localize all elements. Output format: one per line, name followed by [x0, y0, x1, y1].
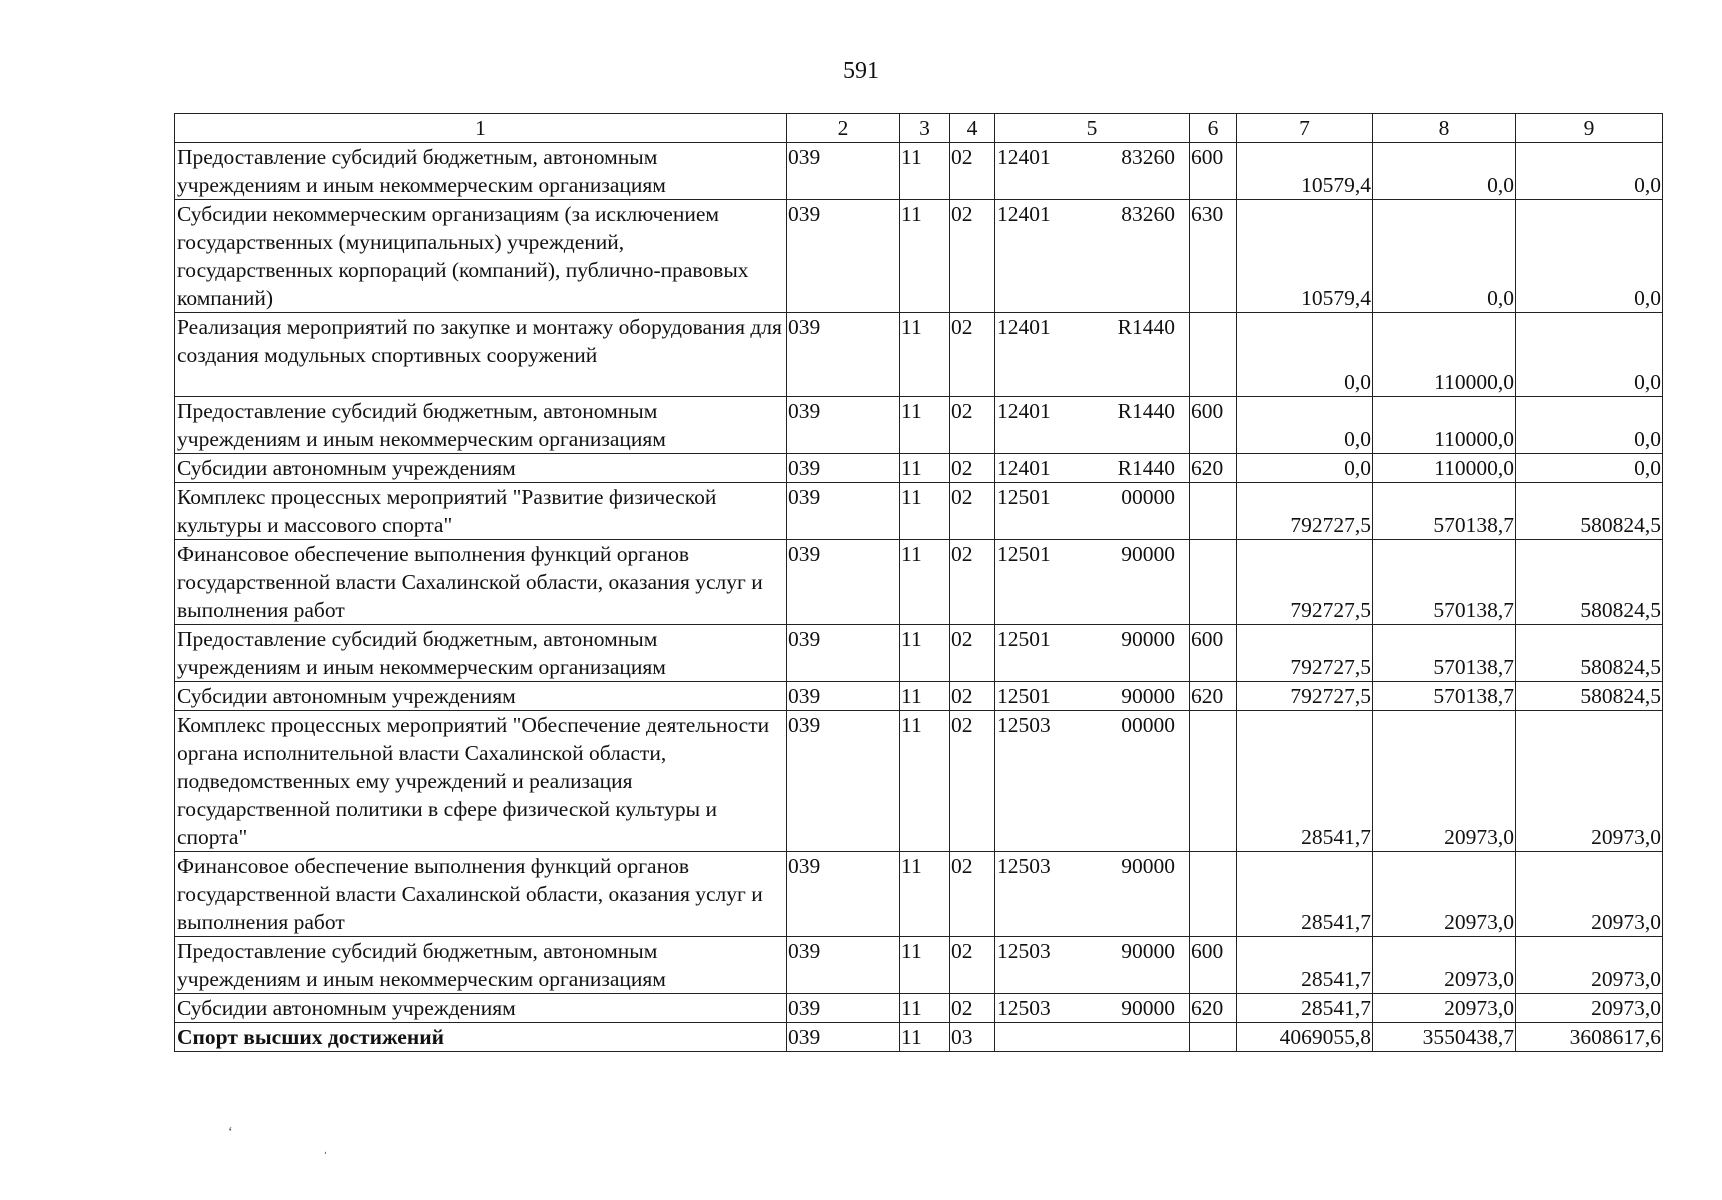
target-article-direction: 90000: [1121, 627, 1175, 651]
code-target-article: [995, 540, 1190, 625]
code-expense-type: [1190, 852, 1237, 937]
header-cell: 1: [175, 114, 787, 143]
table-row: [175, 852, 1663, 937]
amount-col8: 0,0: [1373, 200, 1516, 313]
target-article-direction: 90000: [1121, 684, 1175, 708]
code-section: 11: [900, 994, 950, 1023]
code-expense-type: [1190, 1023, 1237, 1052]
code-subsection: 02: [950, 625, 995, 682]
budget-table: [174, 113, 1663, 1052]
amount-col7: 28541,7: [1237, 937, 1373, 994]
code-ministry: 039: [787, 313, 900, 397]
code-target-article: [995, 454, 1190, 483]
code-section: 11: [900, 313, 950, 397]
amount-col9: 580824,5: [1516, 540, 1663, 625]
target-article-direction: 90000: [1121, 996, 1175, 1020]
code-subsection: 03: [950, 1023, 995, 1052]
amount-col9: 0,0: [1516, 143, 1663, 200]
amount-col7: 0,0: [1237, 454, 1373, 483]
row-description: Предоставление субсидий бюджетным, автономным учреждениям и иным некоммерческим организациям: [175, 625, 787, 682]
code-expense-type: [1190, 540, 1237, 625]
code-subsection: 02: [950, 682, 995, 711]
amount-col9: 580824,5: [1516, 483, 1663, 540]
amount-col8: 20973,0: [1373, 994, 1516, 1023]
target-article-direction: R1440: [1117, 399, 1175, 423]
code-target-article: [995, 625, 1190, 682]
amount-col7: 792727,5: [1237, 483, 1373, 540]
row-description: Субсидии автономным учреждениям: [175, 682, 787, 711]
code-subsection: 02: [950, 313, 995, 397]
code-section: 11: [900, 200, 950, 313]
code-section: 11: [900, 852, 950, 937]
code-expense-type: [1190, 711, 1237, 852]
target-article-direction: 00000: [1121, 485, 1175, 509]
code-expense-type: 620: [1190, 994, 1237, 1023]
code-subsection: 02: [950, 540, 995, 625]
amount-col9: 20973,0: [1516, 937, 1663, 994]
amount-col7: 792727,5: [1237, 540, 1373, 625]
amount-col8: 110000,0: [1373, 313, 1516, 397]
code-section: 11: [900, 540, 950, 625]
target-article-direction: 90000: [1121, 542, 1175, 566]
target-article-direction: R1440: [1117, 456, 1175, 480]
code-expense-type: 630: [1190, 200, 1237, 313]
header-cell: 4: [950, 114, 995, 143]
code-ministry: 039: [787, 143, 900, 200]
amount-col7: 0,0: [1237, 313, 1373, 397]
code-section: 11: [900, 682, 950, 711]
header-row: [175, 114, 1663, 143]
code-ministry: 039: [787, 200, 900, 313]
amount-col7: 28541,7: [1237, 994, 1373, 1023]
code-target-article: [995, 937, 1190, 994]
code-section: 11: [900, 937, 950, 994]
amount-col9: 0,0: [1516, 200, 1663, 313]
code-expense-type: [1190, 483, 1237, 540]
amount-col9: 20973,0: [1516, 994, 1663, 1023]
row-description: Предоставление субсидий бюджетным, автономным учреждениям и иным некоммерческим организациям: [175, 937, 787, 994]
code-subsection: 02: [950, 143, 995, 200]
target-article-program: 12501: [997, 485, 1051, 509]
row-description: Субсидии автономным учреждениям: [175, 994, 787, 1023]
target-article-program: 12401: [997, 399, 1051, 423]
code-subsection: 02: [950, 711, 995, 852]
amount-col8: 20973,0: [1373, 852, 1516, 937]
code-target-article: [995, 313, 1190, 397]
table-row: [175, 1023, 1663, 1052]
target-article-direction: 90000: [1121, 854, 1175, 878]
code-ministry: 039: [787, 937, 900, 994]
amount-col8: 3550438,7: [1373, 1023, 1516, 1052]
code-subsection: 02: [950, 454, 995, 483]
code-target-article: [995, 397, 1190, 454]
amount-col9: 0,0: [1516, 313, 1663, 397]
code-section: 11: [900, 1023, 950, 1052]
amount-col7: 10579,4: [1237, 143, 1373, 200]
row-description: Субсидии некоммерческим организациям (за исключением государственных (муниципальных) учреждений, государственных корпораций (компаний), публично-правовых компаний): [175, 200, 787, 313]
code-section: 11: [900, 454, 950, 483]
header-cell: 9: [1516, 114, 1663, 143]
row-description: Предоставление субсидий бюджетным, автономным учреждениям и иным некоммерческим организациям: [175, 397, 787, 454]
code-subsection: 02: [950, 852, 995, 937]
code-expense-type: 600: [1190, 625, 1237, 682]
header-cell: 7: [1237, 114, 1373, 143]
target-article-direction: 90000: [1121, 939, 1175, 963]
row-description: Реализация мероприятий по закупке и монтажу оборудования для создания модульных спортивных сооружений: [175, 313, 787, 397]
code-section: 11: [900, 483, 950, 540]
code-ministry: 039: [787, 852, 900, 937]
amount-col9: 580824,5: [1516, 682, 1663, 711]
code-target-article: [995, 483, 1190, 540]
target-article-program: 12401: [997, 315, 1051, 339]
amount-col9: 20973,0: [1516, 852, 1663, 937]
table-row: [175, 937, 1663, 994]
table-row: [175, 483, 1663, 540]
target-article-direction: R1440: [1117, 315, 1175, 339]
table-row: [175, 397, 1663, 454]
table-body: [175, 114, 1663, 1052]
target-article-program: 12401: [997, 145, 1051, 169]
code-ministry: 039: [787, 625, 900, 682]
table-row: [175, 313, 1663, 397]
target-article-program: 12503: [997, 854, 1051, 878]
amount-col8: 20973,0: [1373, 937, 1516, 994]
amount-col8: 570138,7: [1373, 483, 1516, 540]
header-cell: 5: [995, 114, 1190, 143]
amount-col9: 20973,0: [1516, 711, 1663, 852]
amount-col9: 0,0: [1516, 454, 1663, 483]
target-article-direction: 83260: [1121, 202, 1175, 226]
code-ministry: 039: [787, 483, 900, 540]
code-ministry: 039: [787, 1023, 900, 1052]
row-description: Финансовое обеспечение выполнения функций органов государственной власти Сахалинской области, оказания услуг и выполнения работ: [175, 540, 787, 625]
row-description: Субсидии автономным учреждениям: [175, 454, 787, 483]
code-section: 11: [900, 397, 950, 454]
code-target-article: [995, 682, 1190, 711]
amount-col7: 10579,4: [1237, 200, 1373, 313]
row-description: Спорт высших достижений: [175, 1023, 787, 1052]
table-row: [175, 143, 1663, 200]
table-row: [175, 682, 1663, 711]
amount-col7: 4069055,8: [1237, 1023, 1373, 1052]
target-article-program: 12503: [997, 939, 1051, 963]
code-target-article: [995, 1023, 1190, 1052]
code-expense-type: 600: [1190, 937, 1237, 994]
code-ministry: 039: [787, 454, 900, 483]
header-cell: 3: [900, 114, 950, 143]
target-article-program: 12401: [997, 456, 1051, 480]
amount-col7: 792727,5: [1237, 682, 1373, 711]
code-target-article: [995, 143, 1190, 200]
amount-col9: 3608617,6: [1516, 1023, 1663, 1052]
table-row: [175, 540, 1663, 625]
code-target-article: [995, 994, 1190, 1023]
code-subsection: 02: [950, 937, 995, 994]
target-article-program: 12501: [997, 627, 1051, 651]
amount-col8: 570138,7: [1373, 625, 1516, 682]
code-expense-type: 620: [1190, 454, 1237, 483]
amount-col9: 0,0: [1516, 397, 1663, 454]
row-description: Комплекс процессных мероприятий "Развитие физической культуры и массового спорта": [175, 483, 787, 540]
amount-col8: 20973,0: [1373, 711, 1516, 852]
code-ministry: 039: [787, 397, 900, 454]
scan-speck: ˌ: [323, 1140, 328, 1155]
code-target-article: [995, 852, 1190, 937]
target-article-direction: 83260: [1121, 145, 1175, 169]
page-number: 591: [843, 58, 879, 84]
target-article-program: 12503: [997, 996, 1051, 1020]
target-article-program: 12501: [997, 542, 1051, 566]
amount-col7: 0,0: [1237, 397, 1373, 454]
code-target-article: [995, 711, 1190, 852]
code-subsection: 02: [950, 994, 995, 1023]
code-subsection: 02: [950, 200, 995, 313]
code-ministry: 039: [787, 994, 900, 1023]
header-cell: 2: [787, 114, 900, 143]
amount-col7: 28541,7: [1237, 852, 1373, 937]
scan-speck: ʻ: [228, 1125, 233, 1140]
code-section: 11: [900, 143, 950, 200]
amount-col8: 110000,0: [1373, 454, 1516, 483]
code-ministry: 039: [787, 540, 900, 625]
target-article-program: 12401: [997, 202, 1051, 226]
code-section: 11: [900, 711, 950, 852]
table-row: [175, 200, 1663, 313]
row-description: Финансовое обеспечение выполнения функций органов государственной власти Сахалинской области, оказания услуг и выполнения работ: [175, 852, 787, 937]
row-description: Предоставление субсидий бюджетным, автономным учреждениям и иным некоммерческим организациям: [175, 143, 787, 200]
amount-col7: 28541,7: [1237, 711, 1373, 852]
amount-col7: 792727,5: [1237, 625, 1373, 682]
header-cell: 8: [1373, 114, 1516, 143]
code-expense-type: 600: [1190, 397, 1237, 454]
amount-col9: 580824,5: [1516, 625, 1663, 682]
code-expense-type: [1190, 313, 1237, 397]
code-expense-type: 600: [1190, 143, 1237, 200]
target-article-program: 12501: [997, 684, 1051, 708]
code-expense-type: 620: [1190, 682, 1237, 711]
table-row: [175, 454, 1663, 483]
table-row: [175, 625, 1663, 682]
amount-col8: 570138,7: [1373, 540, 1516, 625]
amount-col8: 0,0: [1373, 143, 1516, 200]
amount-col8: 110000,0: [1373, 397, 1516, 454]
code-section: 11: [900, 625, 950, 682]
code-subsection: 02: [950, 397, 995, 454]
row-description: Комплекс процессных мероприятий "Обеспечение деятельности органа исполнительной власти Сахалинской области, подведомственных ему учреждений и реализация государственной политики в сфере физической культуры и спорта": [175, 711, 787, 852]
code-ministry: 039: [787, 711, 900, 852]
header-cell: 6: [1190, 114, 1237, 143]
target-article-program: 12503: [997, 713, 1051, 737]
table-row: [175, 994, 1663, 1023]
code-target-article: [995, 200, 1190, 313]
table-row: [175, 711, 1663, 852]
code-subsection: 02: [950, 483, 995, 540]
amount-col8: 570138,7: [1373, 682, 1516, 711]
target-article-direction: 00000: [1121, 713, 1175, 737]
code-ministry: 039: [787, 682, 900, 711]
